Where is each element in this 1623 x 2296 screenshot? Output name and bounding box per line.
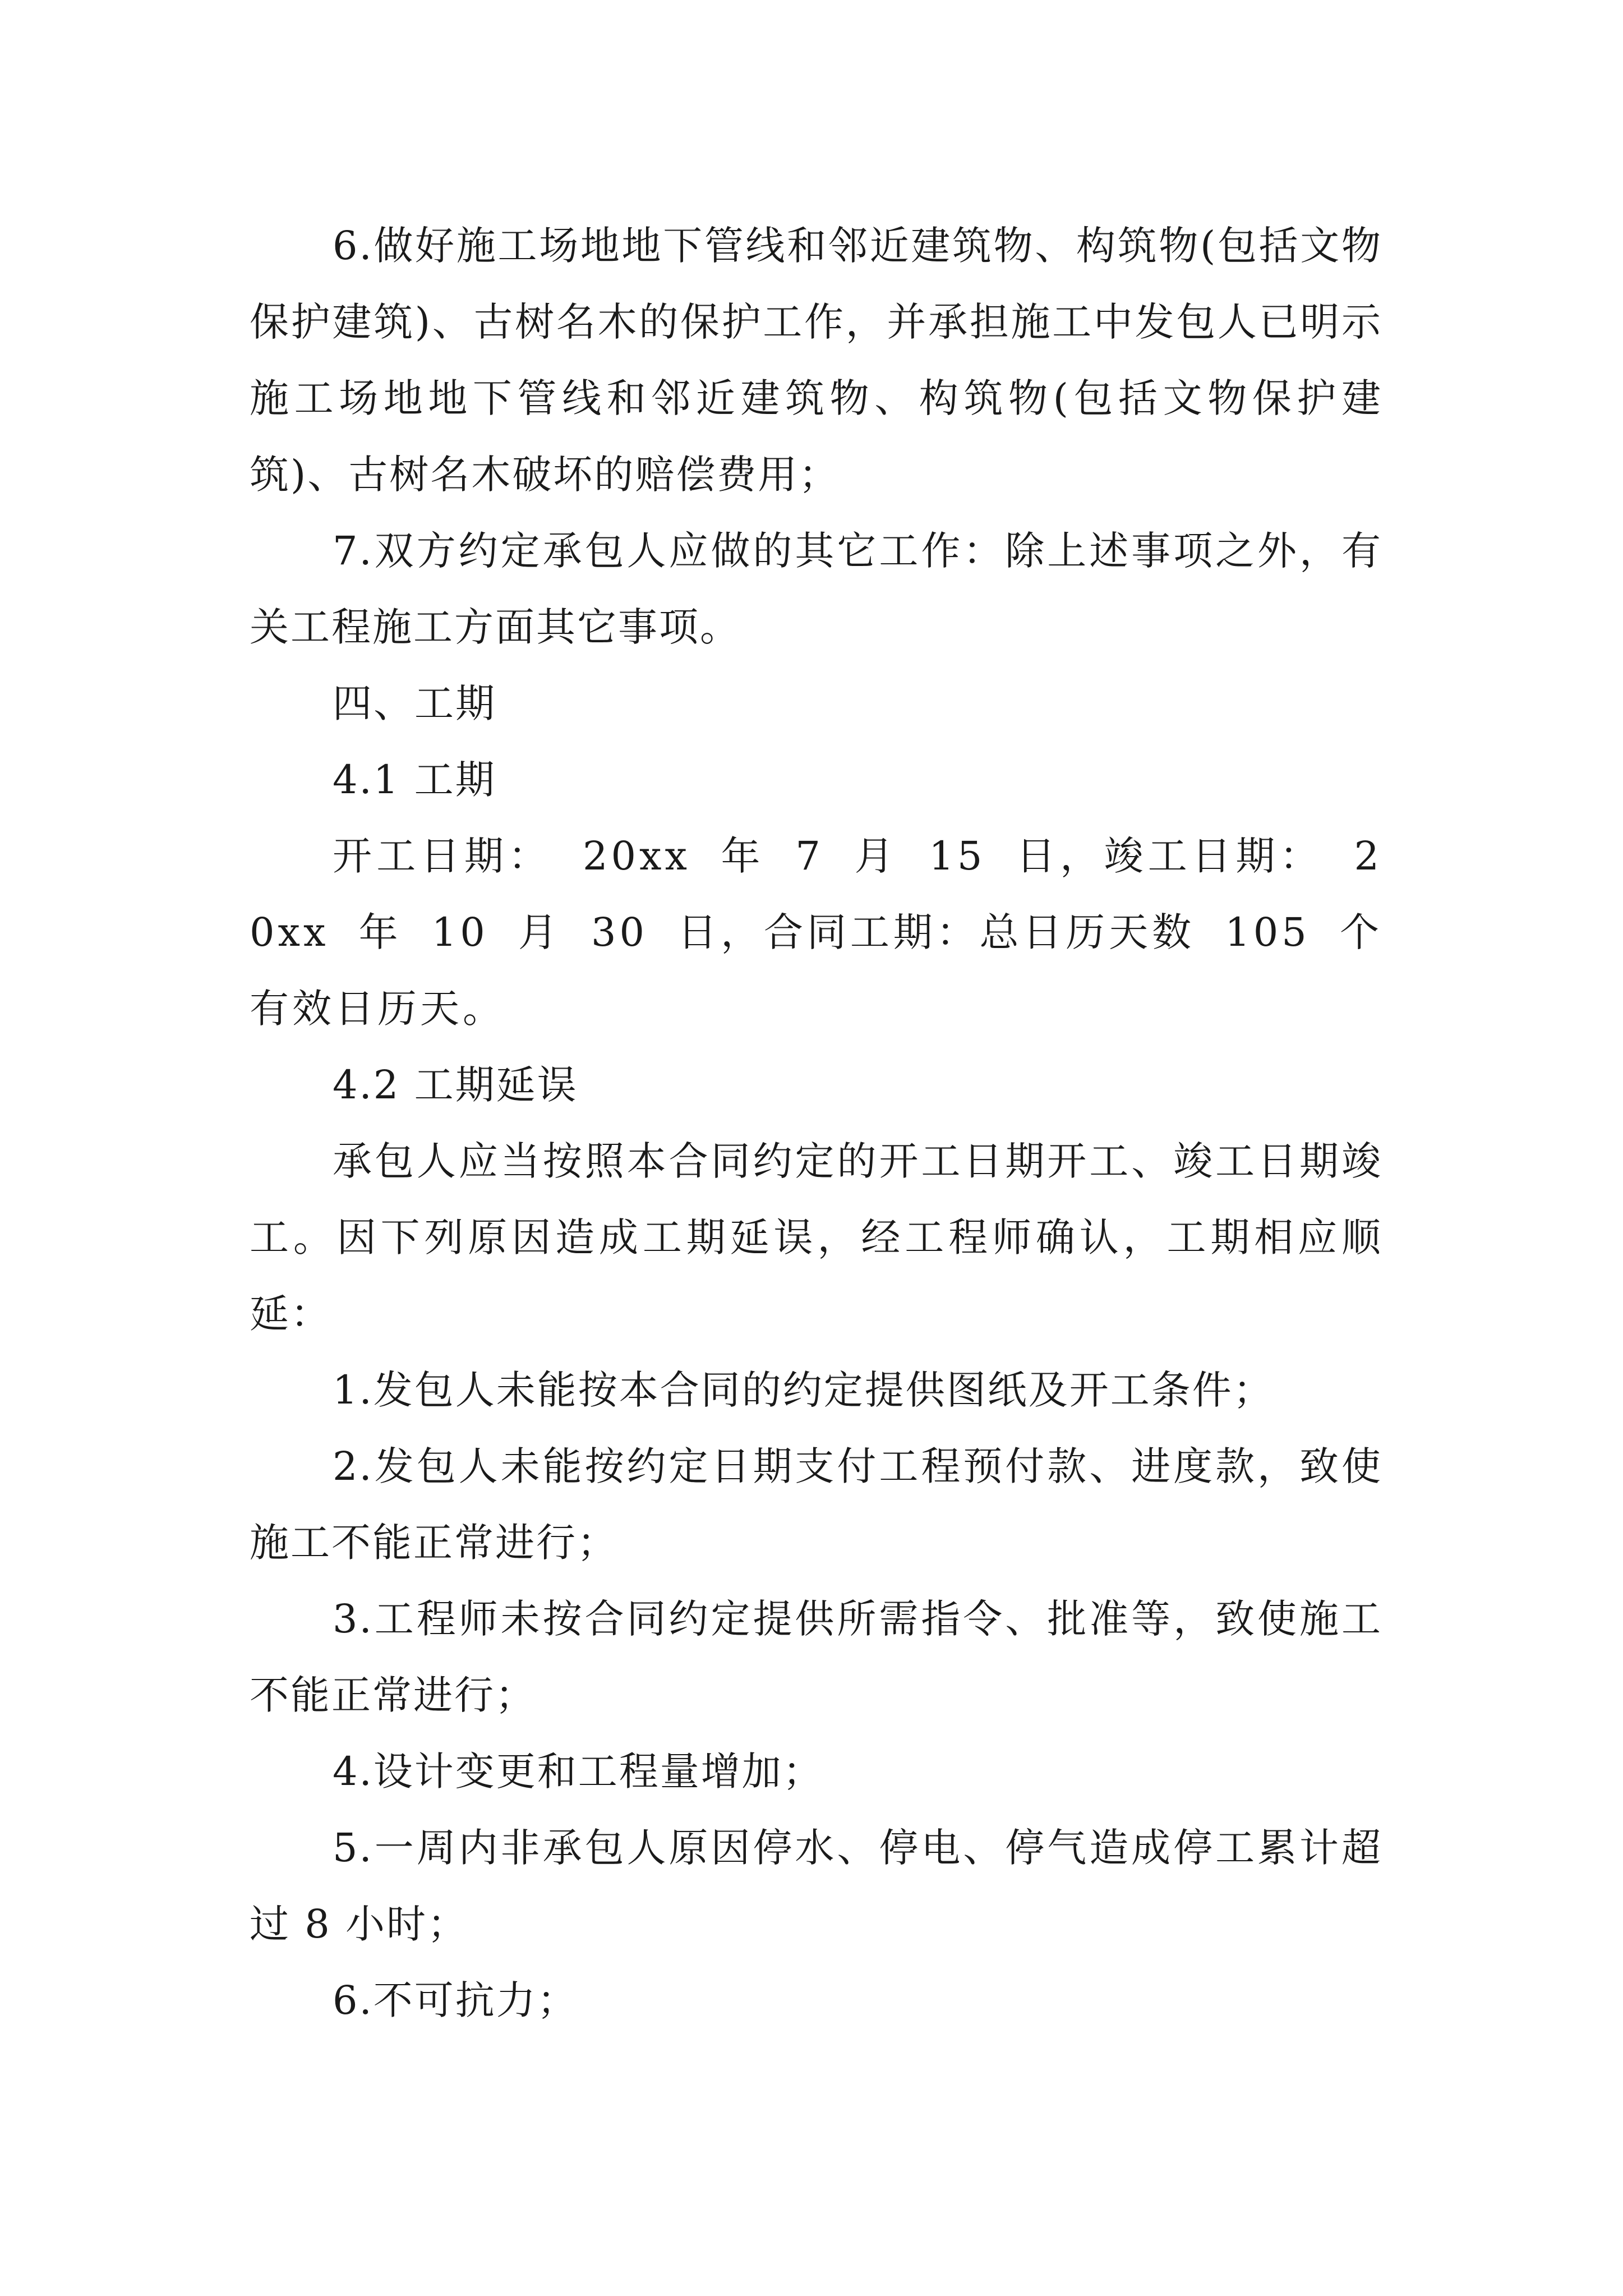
delay-item-4: 4.设计变更和工程量增加；: [333, 1749, 824, 1795]
subsection-heading-4-1: 4.1 工期: [333, 757, 496, 803]
section-heading-schedule: 四、工期: [333, 680, 496, 726]
delay-item-3: 3.工程师未按合同约定提供所需指令、批准等，致使施工不能正常进行；: [250, 1596, 1382, 1718]
paragraph-item-6-protection: 6.做好施工场地地下管线和邻近建筑物、构筑物(包括文物保护建筑)、古树名木的保护工作，并承担施工中发包人已明示施工场地地下管线和邻近建筑物、构筑物(包括文物保护建筑)、古树名木破坏的赔偿费用；: [250, 223, 1382, 498]
schedule-dates-paragraph: 开工日期： 20xx 年 7 月 15 日，竣工日期： 20xx 年 10 月 30 日，合同工期：总日历天数 105 个有效日历天。: [250, 833, 1382, 1032]
document-body: [250, 208, 1382, 2039]
paragraph-item-7-other-work: 7.双方约定承包人应做的其它工作：除上述事项之外，有关工程施工方面其它事项。: [250, 528, 1382, 650]
subsection-heading-4-2: 4.2 工期延误: [333, 1062, 578, 1108]
delay-item-5: 5.一周内非承包人原因停水、停电、停气造成停工累计超过 8 小时；: [250, 1825, 1382, 1947]
delay-item-6: 6.不可抗力；: [333, 1977, 578, 2023]
delay-item-1: 1.发包人未能按本合同的约定提供图纸及开工条件；: [333, 1367, 1274, 1413]
delay-item-2: 2.发包人未能按约定日期支付工程预付款、进度款，致使施工不能正常进行；: [250, 1443, 1382, 1566]
delay-intro-paragraph: 承包人应当按照本合同约定的开工日期开工、竣工日期竣工。因下列原因造成工期延误，经工程师确认，工期相应顺延：: [250, 1138, 1382, 1337]
